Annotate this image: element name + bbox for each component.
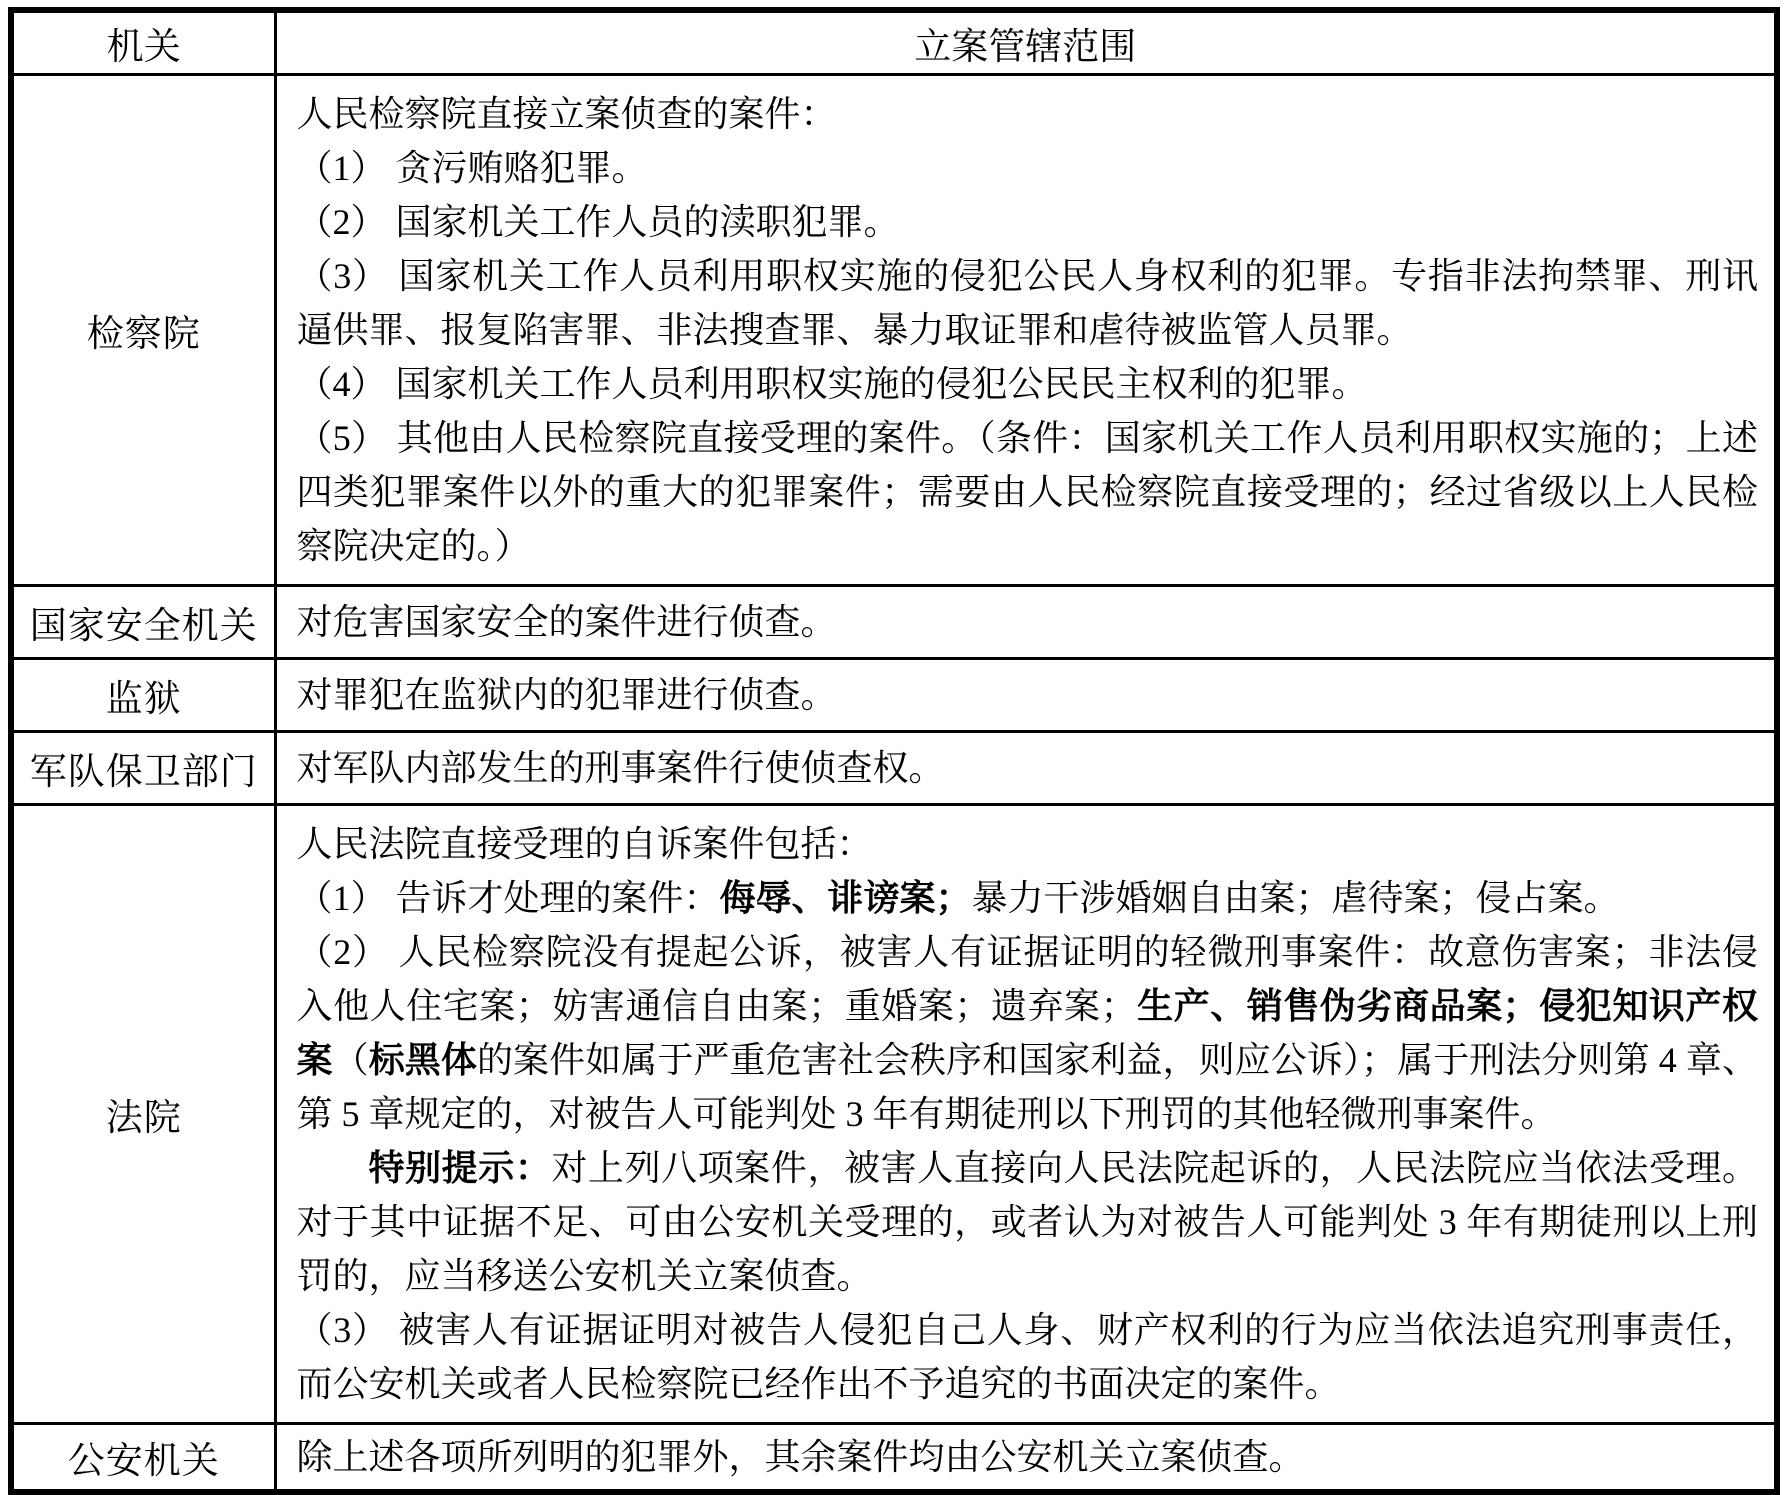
- paragraph: 除上述各项所列明的犯罪外，其余案件均由公安机关立案侦查。: [296, 1436, 1305, 1477]
- scope-cell-military-security: [275, 731, 1777, 804]
- paragraph: （3） 国家机关工作人员利用职权实施的侵犯公民人身权利的犯罪。专指非法拘禁罪、刑讯逼供罪、报复陷害罪、非法搜查罪、暴力取证罪和虐待被监管人员罪。: [296, 255, 1758, 350]
- special-note-label: 特别提示：: [368, 1146, 552, 1188]
- paragraph: （2） 国家机关工作人员的渎职犯罪。: [296, 201, 900, 242]
- bold-text-segment: 标黑体: [368, 1038, 477, 1080]
- table-row-military-security: [11, 731, 1777, 804]
- organ-cell-court: 法院: [11, 804, 275, 1423]
- scope-column-header: 立案管辖范围: [275, 10, 1777, 74]
- paragraph: 对军队内部发生的刑事案件行使侦查权。: [296, 747, 945, 788]
- paragraph: [297, 871, 1759, 925]
- text-segment: 的案件如属于严重危害社会秩序和国家利益，则应公诉）；属于刑法分则第 4 章、第 5 章规定的，对被告人可能判处 3 年有期徒刑以下刑罚的其他轻微刑事案件。: [296, 1039, 1758, 1134]
- organ-cell-prison: 监狱: [11, 658, 275, 731]
- scope-cell-state-security: [275, 585, 1777, 658]
- organ-column-header: 机关: [11, 10, 275, 74]
- paragraph: 人民检察院直接立案侦查的案件：: [296, 93, 837, 134]
- table-row-state-security: [11, 585, 1777, 658]
- text-segment: 暴力干涉婚姻自由案；虐待案；侵占案。: [971, 877, 1620, 918]
- table-row-court: [11, 804, 1777, 1423]
- filing-jurisdiction-table: [8, 7, 1780, 1495]
- text-segment: （2） 人民检察院没有提起公诉，被害人有证据证明的轻微刑事案件：故意伤害案；非法侵入他人住宅案；妨害通信自由案；重婚案；遗弃案；: [296, 931, 1758, 1026]
- table-row-public-security: [11, 1423, 1777, 1492]
- header-row: [11, 10, 1777, 74]
- paragraph: （5） 其他由人民检察院直接受理的案件。（条件：国家机关工作人员利用职权实施的；上述四类犯罪案件以外的重大的犯罪案件；需要由人民检察院直接受理的；经过省级以上人民检察院决定的。）: [296, 417, 1758, 566]
- text-segment: （1） 告诉才处理的案件：: [296, 877, 720, 918]
- special-note-paragraph: [297, 1141, 1759, 1303]
- organ-cell-public-security: 公安机关: [11, 1423, 275, 1492]
- text-segment: 对上列八项案件，被害人直接向人民法院起诉的，人民法院应当依法受理。对于其中证据不足、可由公安机关受理的，或者认为对被告人可能判处 3 年有期徒刑以上刑罚的，应当移送公安机关立案侦查。: [296, 1147, 1758, 1296]
- paragraph: 对危害国家安全的案件进行侦查。: [296, 601, 837, 642]
- scope-cell-procuratorate: [275, 74, 1777, 585]
- scope-cell-prison: [275, 658, 1777, 731]
- text-segment: （: [332, 1039, 369, 1080]
- paragraph: （4） 国家机关工作人员利用职权实施的侵犯公民民主权利的犯罪。: [296, 363, 1368, 404]
- table-row-procuratorate: [11, 74, 1777, 585]
- organ-cell-procuratorate: 检察院: [11, 74, 275, 585]
- paragraph: 人民法院直接受理的自诉案件包括：: [296, 823, 873, 864]
- scope-cell-public-security: [275, 1423, 1777, 1492]
- organ-cell-state-security: 国家安全机关: [11, 585, 275, 658]
- paragraph: 对罪犯在监狱内的犯罪进行侦查。: [296, 674, 837, 715]
- bold-text-segment: 生产、销售伪劣商品案；侵犯知识产权案: [296, 984, 1758, 1080]
- bold-text-segment: 侮辱、诽谤案；: [719, 876, 972, 918]
- organ-cell-military-security: 军队保卫部门: [11, 731, 275, 804]
- scope-cell-court: [275, 804, 1777, 1423]
- paragraph: [297, 925, 1759, 1141]
- table-row-prison: [11, 658, 1777, 731]
- paragraph: （1） 贪污贿赂犯罪。: [296, 147, 648, 188]
- paragraph: （3） 被害人有证据证明对被告人侵犯自己人身、财产权利的行为应当依法追究刑事责任，而公安机关或者人民检察院已经作出不予追究的书面决定的案件。: [296, 1309, 1758, 1404]
